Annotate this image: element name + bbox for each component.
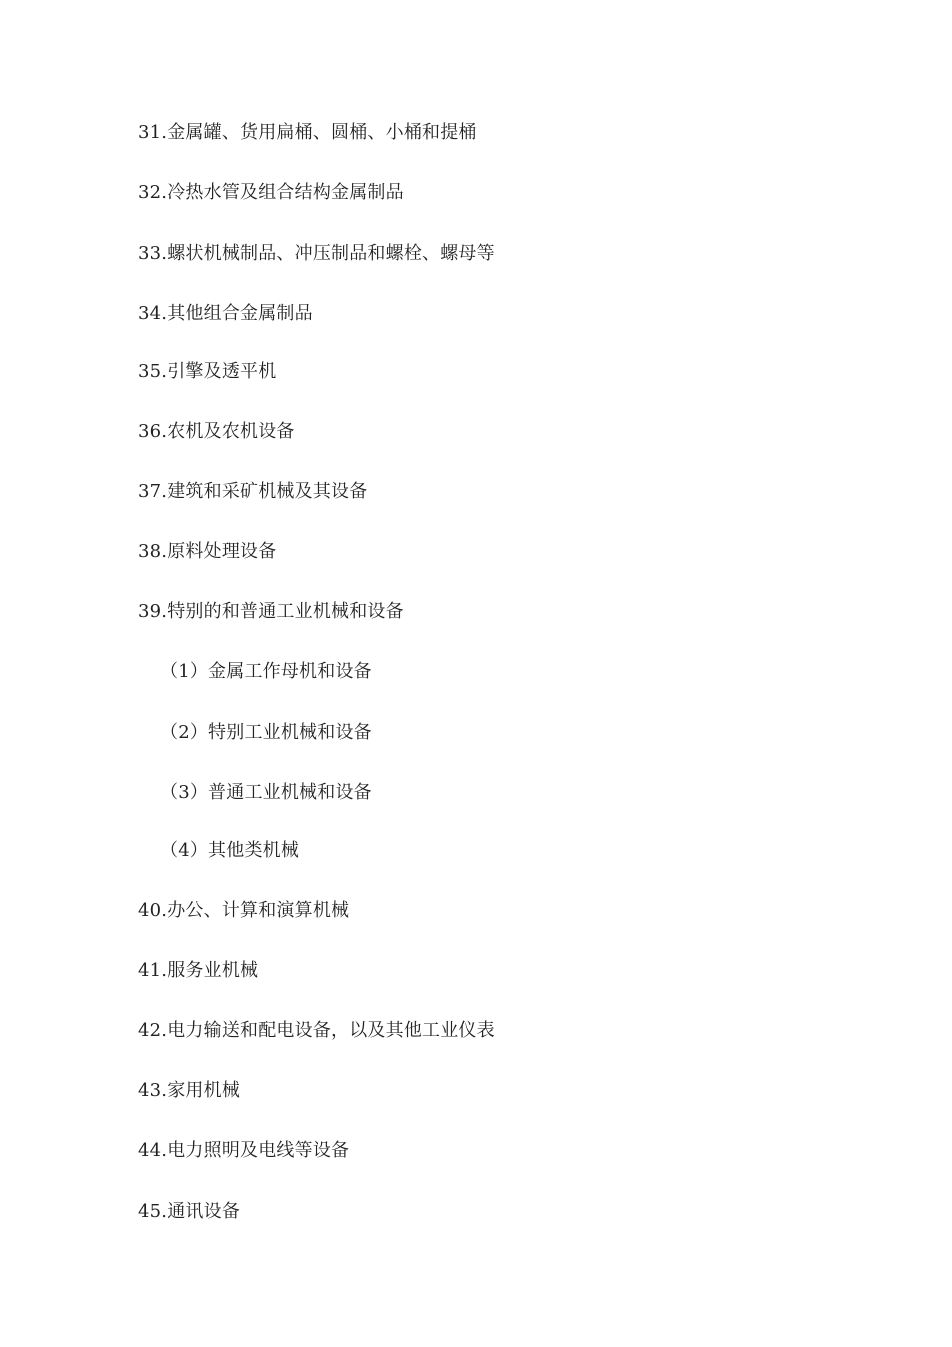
list-item-38: 38.原料处理设备 xyxy=(138,541,277,562)
list-item-33: 33.螺状机械制品、冲压制品和螺栓、螺母等 xyxy=(138,243,495,264)
list-item-41: 41.服务业机械 xyxy=(138,960,259,981)
list-item-44: 44.电力照明及电线等设备 xyxy=(138,1140,350,1161)
list-item-31: 31.金属罐、货用扁桶、圆桶、小桶和提桶 xyxy=(138,122,477,143)
list-item-32: 32.冷热水管及组合结构金属制品 xyxy=(138,182,404,203)
sub-item-39-4: （4）其他类机械 xyxy=(160,840,300,861)
list-item-36: 36.农机及农机设备 xyxy=(138,421,295,442)
list-item-34: 34.其他组合金属制品 xyxy=(138,303,313,324)
list-item-43: 43.家用机械 xyxy=(138,1080,241,1101)
list-item-37: 37.建筑和采矿机械及其设备 xyxy=(138,481,368,502)
list-item-35: 35.引擎及透平机 xyxy=(138,361,277,382)
sub-item-39-2: （2）特别工业机械和设备 xyxy=(160,722,372,743)
list-item-45: 45.通讯设备 xyxy=(138,1201,241,1222)
sub-item-39-1: （1）金属工作母机和设备 xyxy=(160,661,372,682)
sub-item-39-3: （3）普通工业机械和设备 xyxy=(160,782,372,803)
list-item-39: 39.特别的和普通工业机械和设备 xyxy=(138,601,404,622)
list-item-42: 42.电力输送和配电设备，以及其他工业仪表 xyxy=(138,1020,495,1041)
list-item-40: 40.办公、计算和演算机械 xyxy=(138,900,350,921)
